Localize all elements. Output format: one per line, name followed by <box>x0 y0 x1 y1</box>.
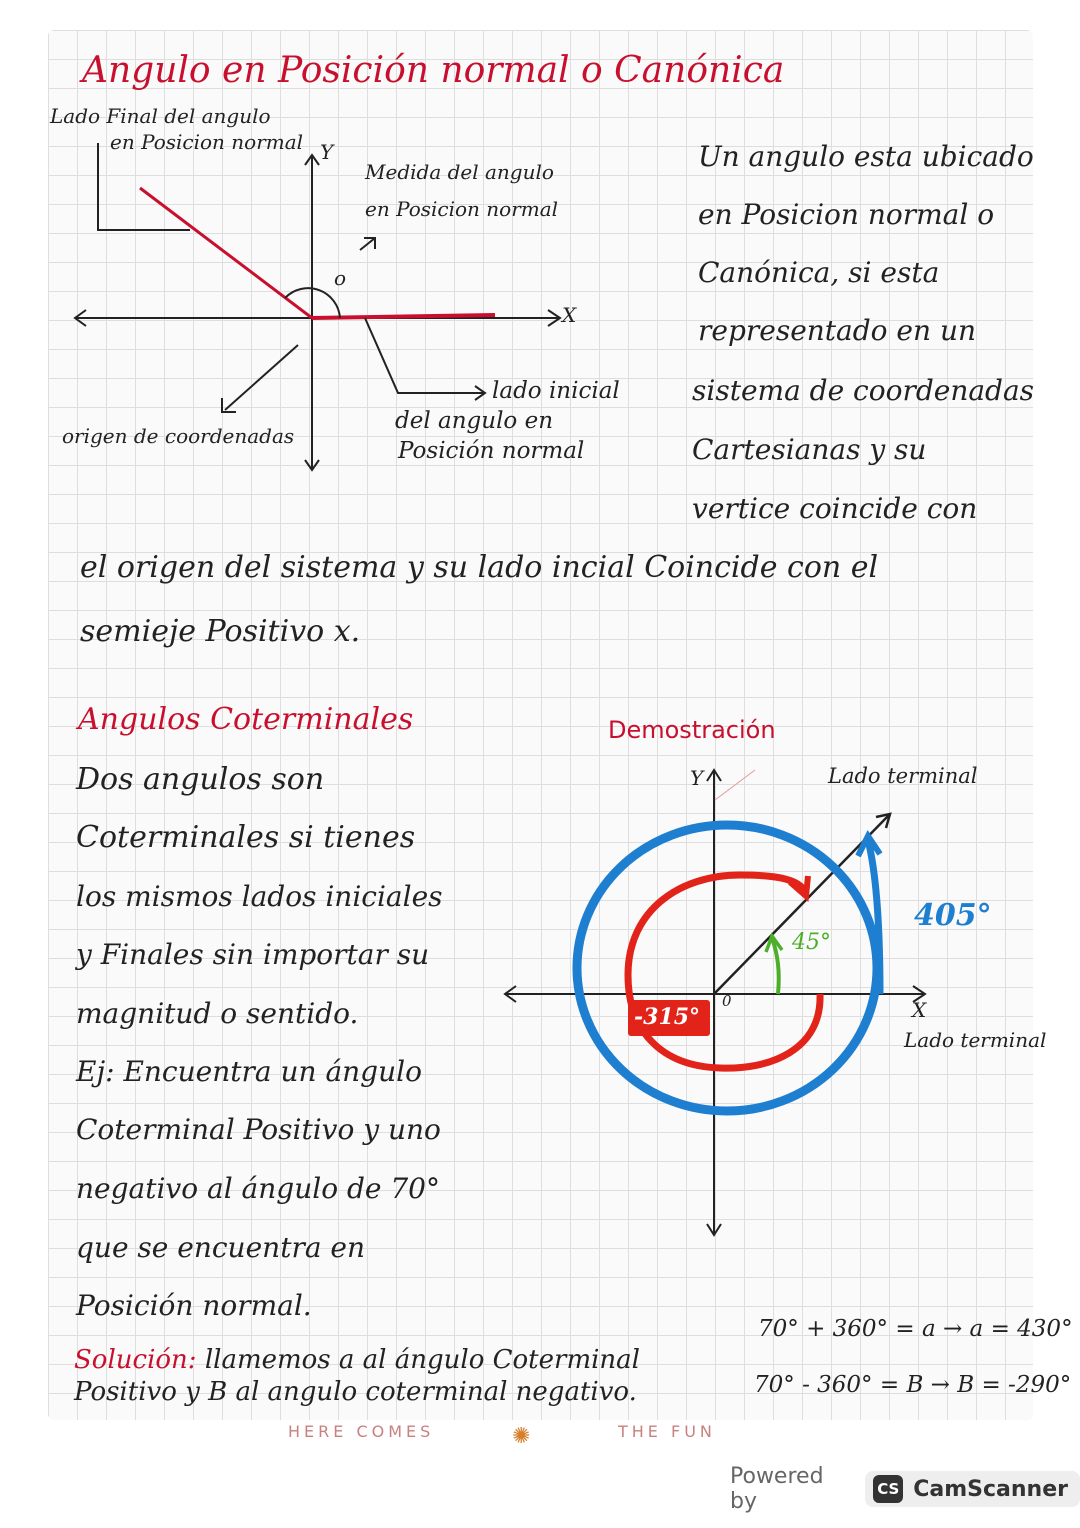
label-origin-point: o <box>334 266 347 290</box>
demo-angle-405: 405° <box>914 898 992 933</box>
definition-full-line: semieje Positivo x. <box>80 614 361 649</box>
coterminal-text-line: Coterminales si tienes <box>76 820 416 855</box>
section-title-normal-position: Angulo en Posición normal o Canónica <box>82 50 785 91</box>
footer-deco-right: THE FUN <box>618 1422 716 1441</box>
equation-positive: 70° + 360° = a → a = 430° <box>758 1316 1073 1342</box>
camscanner-watermark <box>730 1466 1080 1512</box>
definition-line: representado en un <box>698 314 977 347</box>
definition-line: Cartesianas y su <box>692 433 927 466</box>
label-measure-line2: en Posicion normal <box>365 197 559 221</box>
camscanner-logo-icon: CS <box>873 1475 903 1503</box>
demo-label-origin: 0 <box>722 992 732 1010</box>
label-final-side-line2: en Posicion normal <box>110 130 304 154</box>
solution-text: llamemos a al ángulo Coterminal <box>204 1345 640 1375</box>
definition-line: Canónica, si esta <box>698 256 940 289</box>
camscanner-brand-name: CamScanner <box>913 1476 1068 1502</box>
demo-label-terminal-right: Lado terminal <box>904 1028 1047 1052</box>
equation-negative: 70° - 360° = B → B = -290° <box>754 1372 1072 1398</box>
demo-angle-neg315: -315° <box>634 1004 701 1030</box>
label-initial-line1: lado inicial <box>492 378 620 404</box>
label-final-side-line1: Lado Final del angulo <box>50 104 271 128</box>
demo-label-terminal-top: Lado terminal <box>828 764 978 788</box>
label-x-axis: X <box>562 303 577 327</box>
coterminal-text-line: y Finales sin importar su <box>76 938 430 971</box>
solution-line2: Positivo y B al angulo coterminal negativo. <box>74 1377 637 1407</box>
example-line: que se encuentra en <box>76 1231 366 1264</box>
coterminal-text-line: Dos angulos son <box>76 762 325 797</box>
coterminal-text-line: los mismos lados iniciales <box>76 880 443 913</box>
label-origin: origen de coordenadas <box>62 424 295 448</box>
definition-line: vertice coincide con <box>692 492 978 525</box>
powered-by-text: Powered by <box>730 1464 824 1514</box>
demo-angle-45: 45° <box>792 930 831 955</box>
demo-label-y: Y <box>690 766 704 790</box>
definition-line: Un angulo esta ubicado <box>698 140 1034 173</box>
example-line: negativo al ángulo de 70° <box>76 1172 440 1205</box>
demo-label-x: X <box>912 998 927 1022</box>
definition-full-line: el origen del sistema y su lado incial Coincide con el <box>80 550 879 585</box>
coterminal-text-line: magnitud o sentido. <box>76 997 359 1030</box>
camscanner-badge <box>865 1471 1080 1507</box>
definition-line: en Posicion normal o <box>698 198 995 231</box>
label-initial-line2: del angulo en <box>395 408 554 434</box>
label-y-axis: Y <box>320 140 334 164</box>
sparkle-icon: ✺ <box>512 1424 531 1449</box>
definition-line: sistema de coordenadas <box>692 374 1035 407</box>
footer-deco-left: HERE COMES <box>288 1422 435 1441</box>
example-line: Ej: Encuentra un ángulo <box>76 1055 422 1088</box>
section-title-coterminal: Angulos Coterminales <box>78 702 414 737</box>
example-line: Posición normal. <box>76 1289 312 1322</box>
label-initial-line3: Posición normal <box>398 438 585 464</box>
solution-label: Solución: <box>74 1345 197 1375</box>
example-line: Coterminal Positivo y uno <box>76 1113 441 1146</box>
demo-title: Demostración <box>608 716 776 744</box>
label-measure-line1: Medida del angulo <box>365 160 554 184</box>
